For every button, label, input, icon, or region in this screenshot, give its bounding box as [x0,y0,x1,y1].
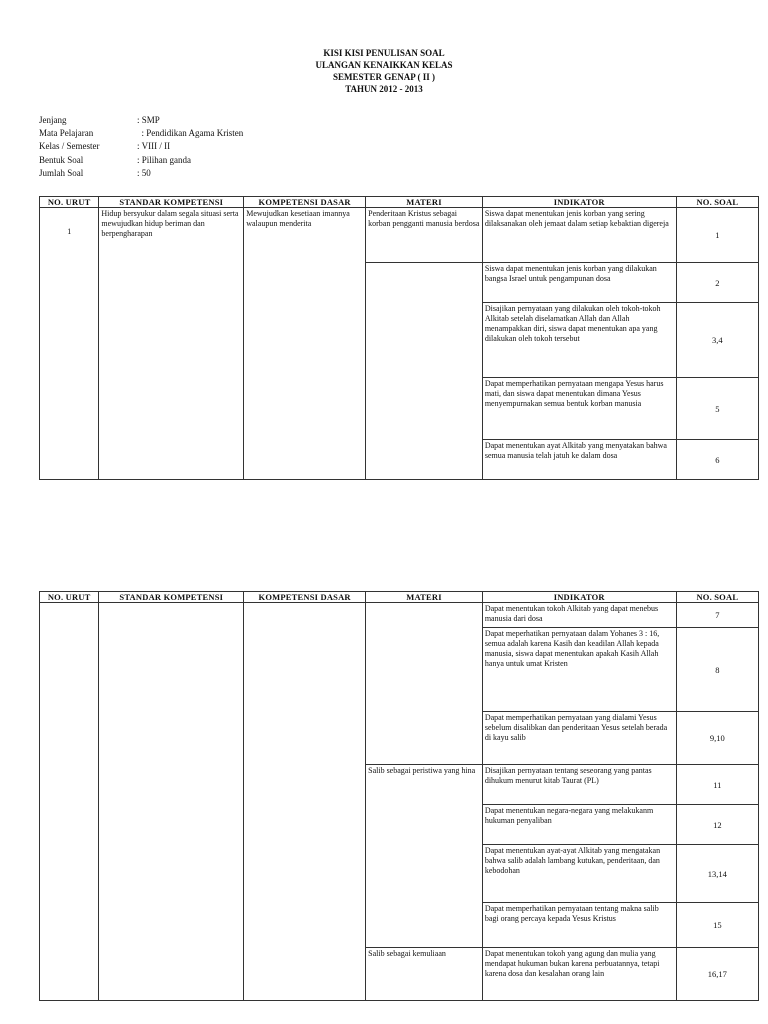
cell-kompetensi: Mewujudkan kesetiaan imannya walaupun menderita [244,208,366,480]
cell-standar: Hidup bersyukur dalam segala situasi serta mewujudkan hidup beriman dan berpengharapan [99,208,244,480]
cell-indikator: Dapat menentukan negara-negara yang melakukanm hukuman penyaliban [482,805,676,845]
cell-no-soal: 13,14 [676,845,758,903]
cell-standar [99,603,244,1001]
cell-indikator: Dapat memperhatikan pernyataan yang dialami Yesus sebelum disalibkan dan penderitaan Yesus setelah berada di kayu salib [482,712,676,765]
info-value: : Pilihan ganda [137,154,191,165]
header-row [40,592,759,603]
info-value: : VIII / II [137,141,171,152]
header-standar: STANDAR KOMPETENSI [99,197,244,208]
header-no-urut: NO. URUT [40,197,99,208]
cell-no-soal: 7 [676,603,758,628]
info-label: Bentuk Soal [39,154,84,165]
cell-indikator: Dapat meperhatikan pernyataan dalam Yohanes 3 : 16, semua adalah karena Kasih dan keadilan Allah kepada manusia, siswa dapat menentukan apakah Kasih Allah hanya untuk umat Kristen [482,628,676,712]
title-line: KISI KISI PENULISAN SOAL [323,48,445,58]
cell-kompetensi [244,603,366,1001]
header-kompetensi: KOMPETENSI DASAR [244,592,366,603]
cell-materi [366,603,483,765]
header-kompetensi: KOMPETENSI DASAR [244,197,366,208]
document-title [0,47,768,95]
cell-no-urut: 1 [40,208,99,480]
header-indikator: INDIKATOR [482,592,676,603]
header-no-soal: NO. SOAL [676,592,758,603]
info-label: Mata Pelajaran [39,128,94,139]
cell-indikator: Dapat memperhatikan pernyataan mengapa Yesus harus mati, dan siswa dapat menentukan dimana Yesus menyempurnakan semua bentuk korban manusia [482,378,676,440]
table-row [40,603,759,628]
header-materi: MATERI [366,592,483,603]
header-no-soal: NO. SOAL [676,197,758,208]
title-line: TAHUN 2012 - 2013 [345,84,423,94]
table-row [40,208,759,263]
cell-no-soal: 15 [676,903,758,948]
cell-no-soal: 1 [676,208,758,263]
header-indikator: INDIKATOR [482,197,676,208]
cell-indikator: Dapat menentukan ayat Alkitab yang menyatakan bahwa semua manusia telah jatuh ke dalam dosa [482,440,676,480]
cell-indikator: Disajikan pernyataan tentang seseorang yang pantas dihukum menurut kitab Taurat (PL) [482,765,676,805]
header-standar: STANDAR KOMPETENSI [99,592,244,603]
cell-materi: Penderitaan Kristus sebagai korban pengganti manusia berdosa [366,208,483,263]
cell-materi [366,263,483,480]
cell-indikator: Dapat menentukan tokoh Alkitab yang dapat menebus manusia dari dosa [482,603,676,628]
cell-no-urut [40,603,99,1001]
cell-no-soal: 9,10 [676,712,758,765]
cell-no-soal: 16,17 [676,948,758,1001]
cell-materi: Salib sebagai kemuliaan [366,948,483,1001]
cell-indikator: Dapat menentukan ayat-ayat Alkitab yang mengatakan bahwa salib adalah lambang kutukan, penderitaan, dan kebodohan [482,845,676,903]
grid-table-1 [39,196,759,480]
cell-indikator: Dapat menentukan tokoh yang agung dan mulia yang mendapat hukuman bukan karena perbuatannya, tetapi karena dosa dan kesalahan orang lain [482,948,676,1001]
header-materi: MATERI [366,197,483,208]
cell-indikator: Siswa dapat menentukan jenis korban yang dilakukan bangsa Israel untuk pengampunan dosa [482,263,676,303]
cell-indikator: Dapat memperhatikan pernyataan tentang makna salib bagi orang percaya kepada Yesus Kristus [482,903,676,948]
cell-no-soal: 8 [676,628,758,712]
grid-table-2 [39,591,759,1001]
cell-no-soal: 11 [676,765,758,805]
title-line: ULANGAN KENAIKKAN KELAS [315,60,453,70]
info-label: Jumlah Soal [39,167,84,178]
info-label: Jenjang [39,115,67,125]
info-value: : 50 [137,167,151,178]
cell-materi: Salib sebagai peristiwa yang hina [366,765,483,948]
cell-indikator: Disajikan pernyataan yang dilakukan oleh tokoh-tokoh Alkitab setelah diselamatkan Allah dan Allah menampakkan diri, siswa dapat menentukan apa yang dilakukan oleh tokoh tersebut [482,303,676,378]
cell-no-soal: 5 [676,378,758,440]
header-row [40,197,759,208]
header-no-urut: NO. URUT [40,592,99,603]
cell-no-soal: 6 [676,440,758,480]
cell-indikator: Siswa dapat menentukan jenis korban yang sering dilaksanakan oleh jemaat dalam setiap kebaktian digereja [482,208,676,263]
title-line: SEMESTER GENAP ( II ) [332,72,436,82]
info-value: : SMP [137,115,160,125]
info-value: : Pendidikan Agama Kristen [137,128,244,139]
cell-no-soal: 12 [676,805,758,845]
cell-no-soal: 3,4 [676,303,758,378]
info-label: Kelas / Semester [39,141,100,152]
cell-no-soal: 2 [676,263,758,303]
